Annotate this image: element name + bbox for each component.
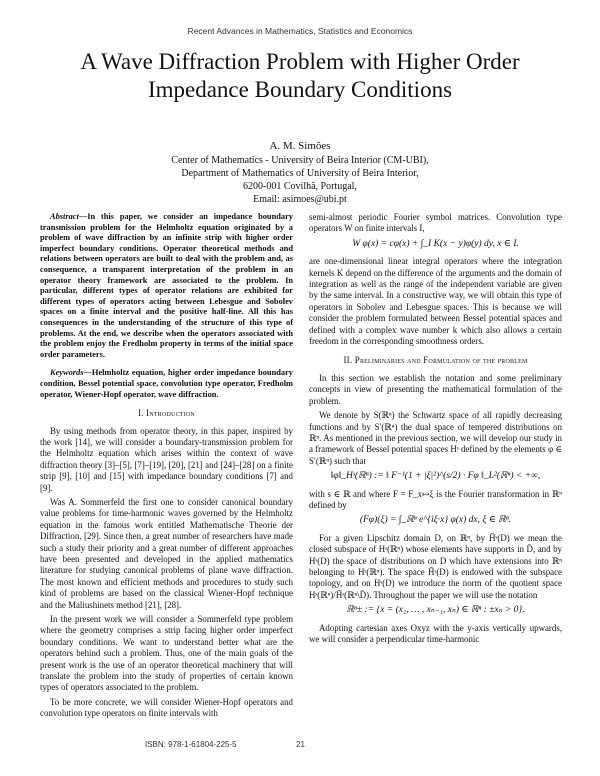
running-header: Recent Advances in Mathematics, Statistics and Economics xyxy=(187,26,413,36)
left-column xyxy=(40,212,293,723)
equation-half-space: ℝⁿ± := {x = (x₁, … , xₙ₋₁, xₙ) ∈ ℝⁿ : ±xₙ > 0}. xyxy=(346,605,525,616)
author-email: Email: asimoes@ubi.pt xyxy=(253,194,347,205)
equation-convolution-operator: W φ(x) = cφ(x) + ∫_I K(x − y)φ(y) dy, x ∈ I. xyxy=(352,238,519,249)
keywords-label: Keywords xyxy=(50,368,84,378)
section-heading-introduction: I. Introduction xyxy=(138,408,195,419)
section-heading-preliminaries: II. Preliminaries and Formulation of the problem xyxy=(343,355,528,366)
prelim-paragraph-lipschitz: For a given Lipschitz domain D, on ℝⁿ, by H̃ˢ(D) we mean the closed subspace of Hˢ(ℝⁿ) whose elements have supports in D̄, and by Hˢ(D) the space of distributions on D which have extensions into ℝⁿ belonging to Hˢ(ℝⁿ). The space H̃ˢ(D) is endowed with the subspace topology, and on Hˢ(D) we introduce the norm of the quotient space Hˢ(ℝⁿ)/H̃ˢ(ℝⁿ\D̄). Throughout the paper we will use the notation xyxy=(309,532,562,600)
affiliation-block xyxy=(100,154,500,206)
prelim-paragraph-fourier: with s ∈ ℝ and where F = F_x↦ξ is the Fourier transformation in ℝⁿ defined by xyxy=(309,488,562,510)
equation-fourier-transform: (Fφ)(ξ) = ∫_ℝⁿ e^{iξ·x} φ(x) dx, ξ ∈ ℝⁿ. xyxy=(359,515,512,526)
intro-paragraph-3: In the present work we will consider a Sommerfeld type problem where the geometry comprises a strip facing higher order imperfect boundary conditions. We want to understand better what are the operators behind such a problem. Thus, one of the main goals of the present work is the use of an operator theoretical machinery that will translate the problem into the study of properties of certain known types of operators associated to the problem. xyxy=(40,614,293,693)
equation-bessel-norm: ‖φ‖_Hˢ(ℝⁿ) := ‖ F⁻¹(1 + |ξ|²)^(s/2) · Fφ ‖_L²(ℝⁿ) < +∞, xyxy=(330,471,541,482)
footer-isbn: ISBN: 978-1-61804-225-5 xyxy=(145,740,237,749)
affiliation-line: Center of Mathematics - University of Beira Interior (CM-UBI), xyxy=(171,155,429,166)
intro-paragraph-2: Was A. Sommerfeld the first one to consider canonical boundary value problems for time-harmonic waves governed by the Helmholtz equation in the famous work entitled Mathematische Theorie der Diffraction, [29]. Since then, a great number of researchers have made such a study their priority and a great number of different approaches have been presented and developed in the applied mathematics literature for studying canonical problems of plane wave diffraction. The most known and efficient methods and procedures to study such kind of problems are based on the classical Wiener-Hopf technique and the Maliushinets method [21], [28]. xyxy=(40,496,293,610)
abstract-label: Abstract xyxy=(50,212,79,221)
right-column xyxy=(309,212,562,648)
abstract xyxy=(40,212,293,360)
abstract-text: —In this paper, we consider an impedance boundary transmission problem for the Helmholtz equation originated by a problem of wave diffraction by an infinite strip with higher order imperfect boundary conditions. Operator theoretical methods and relations between operators are built to deal with the problem and, as consequence, a transparent interpretation of the problem in an operator theory framework are associated to the problem. In particular, different types of operator relations are exhibited for different types of operators acting between Lebesgue and Sobolev spaces on a finite interval and the positive half-line. All this has consequences in the understanding of the structure of this type of problems. At the end, we describe when the operators associated with the problem enjoy the Fredholm property in terms of the initial space order parameters. xyxy=(40,212,293,359)
prelim-paragraph-last: Adopting cartesian axes Oxyz with the y-axis vertically upwards, we will consider a perpendicular time-harmonic xyxy=(309,622,562,644)
title-line-2: Impedance Boundary Conditions xyxy=(147,77,453,102)
title-line-1: A Wave Diffraction Problem with Higher Order xyxy=(80,49,520,74)
intro-paragraph-4: To be more concrete, we will consider Wiener-Hopf operators and convolution type operators on finite intervals with xyxy=(40,696,293,719)
keywords xyxy=(40,368,293,400)
intro-paragraph-1: By using methods from operator theory, in this paper, inspired by the work [14], we will consider a boundary-transmission problem for the Helmholtz equation which arises within the context of wave diffraction theory [3]–[5], [7]–[19], [20], [21] and [24]–[28] on a finite strip [9], [10] and [15] with impedance boundary conditions [7] and [9]. xyxy=(40,425,293,493)
right-paragraph-kernels: are one-dimensional linear integral operators where the integration kernels K depend on the difference of the arguments and the domain of integration as well as the range of the independent variable are given by the same interval. In a constructive way, we will obtain this type of operators in Sobolev and Lebesgue spaces. This is because we will consider the problem formulated between Bessel potential spaces and defined with a complex wave number k which also allows a certain freedom in the corresponding smoothness orders. xyxy=(309,256,562,347)
affiliation-line: 6200-001 Covilhã, Portugal, xyxy=(243,181,357,192)
keywords-text: —Helmholtz equation, higher order impedance boundary condition, Bessel potential space, convolution type operator, Fredholm operator, Wiener-Hopf operator, wave diffraction. xyxy=(40,368,293,399)
prelim-paragraph-2: We denote by S(ℝⁿ) the Schwartz space of all rapidly decreasing functions and by S′(ℝⁿ) the dual space of tempered distributions on ℝⁿ. As mentioned in the previous section, we will develop our study in a framework of Bessel potential spaces Hˢ defined by the elements φ ∈ S′(ℝⁿ) such that xyxy=(309,410,562,466)
right-paragraph-top: semi-almost periodic Fourier symbol matrices. Convolution type operators W on finite intervals I, xyxy=(309,212,562,234)
prelim-paragraph-1: In this section we establish the notation and some preliminary concepts in view of presenting the mathematical formulation of the problem. xyxy=(309,372,562,406)
author-name: A. M. Simões xyxy=(269,140,331,152)
affiliation-line: Department of Mathematics of University of Beira Interior, xyxy=(181,168,419,179)
page-number: 21 xyxy=(296,740,305,749)
paper-title xyxy=(40,48,560,104)
